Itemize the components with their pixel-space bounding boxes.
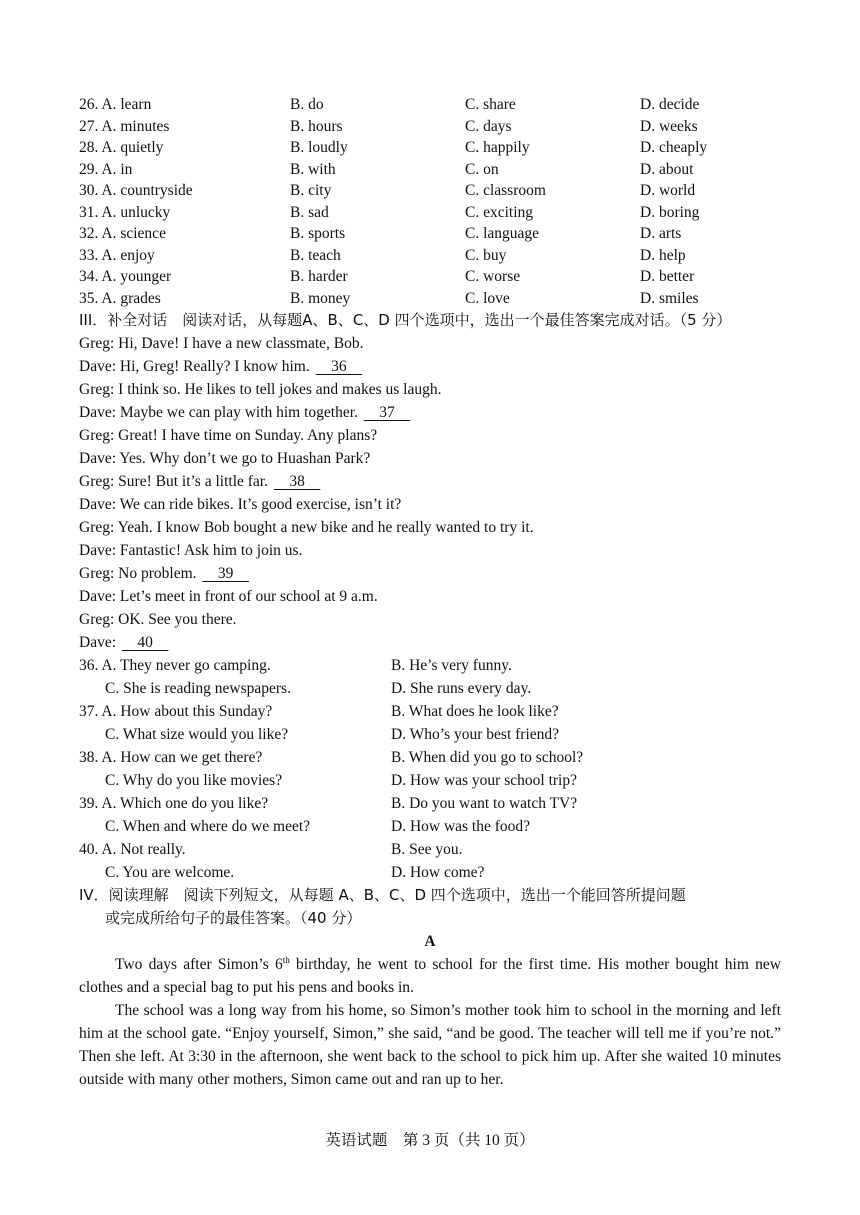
dialogue-line: Greg: Great! I have time on Sunday. Any plans? — [79, 427, 378, 444]
cloze-options — [79, 94, 781, 309]
dialogue-line: Greg: OK. See you there. — [79, 611, 237, 628]
dialogue-answer-options — [79, 654, 781, 884]
answer-blank: 37 — [379, 404, 395, 421]
dialogue-line: Greg: Sure! But it’s a little far. 38 — [79, 470, 781, 493]
option-row: 33. A. enjoy B. teach C. buy D. help — [79, 246, 686, 264]
answer-row: C. When and where do we meet? D. How was the food? — [105, 818, 531, 835]
page-footer: 英语试题 第 3 页（共 10 页） — [325, 1132, 535, 1149]
dialogue-line: Greg: No problem. 39 — [79, 562, 781, 585]
dialogue-line: Dave: Hi, Greg! Really? I know him. 36 — [79, 355, 781, 378]
dialogue-line: Greg: I think so. He likes to tell jokes and makes us laugh. — [79, 381, 442, 398]
dialogue-line: Dave: 40 — [79, 631, 781, 654]
dialogue-line: Dave: Let’s meet in front of our school at 9 a.m. — [79, 588, 378, 605]
answer-row: 39. A. Which one do you like? B. Do you want to watch TV? — [79, 795, 578, 812]
answer-row: 37. A. How about this Sunday? B. What does he look like? — [79, 703, 559, 720]
passage-label: A — [424, 933, 436, 950]
dialogue-line: Greg: Yeah. I know Bob bought a new bike and he really wanted to try it. — [79, 519, 534, 536]
option-row: 34. A. younger B. harder C. worse D. better — [79, 268, 695, 285]
option-row: 28. A. quietly B. loudly C. happily D. cheaply — [79, 139, 708, 156]
answer-row: 40. A. Not really. B. See you. — [79, 841, 463, 858]
answer-row: 38. A. How can we get there? B. When did you go to school? — [79, 749, 584, 766]
answer-row: C. She is reading newspapers. D. She runs every day. — [105, 680, 532, 697]
dialogue-line: Dave: Maybe we can play with him together. 37 — [79, 401, 781, 424]
answer-row: C. You are welcome. D. How come? — [105, 864, 485, 881]
answer-blank: 40 — [137, 634, 153, 651]
passage-paragraph-1: Two days after Simon’s 6th birthday, he went to school for the first time. His mother bought him new clothes and a special bag to put his pens and books in. — [79, 954, 781, 996]
dialogue-line: Dave: Fantastic! Ask him to join us. — [79, 542, 303, 559]
option-row: 29. A. in B. with C. on D. about — [79, 160, 694, 178]
option-row: 30. A. countryside B. city C. classroom D. world — [79, 182, 696, 199]
section-4-heading-cont: 或完成所给句子的最佳答案。（40 分） — [105, 909, 362, 927]
answer-row: C. Why do you like movies? D. How was your school trip? — [105, 772, 577, 789]
exam-page — [79, 94, 781, 1091]
answer-blank: 38 — [289, 473, 305, 490]
answer-blank: 39 — [217, 565, 234, 582]
option-row: 26. A. learn B. do C. share D. decide — [79, 96, 700, 113]
option-row: 27. A. minutes B. hours C. days D. weeks — [79, 117, 698, 135]
dialogue-line: Dave: Yes. Why don’t we go to Huashan Park? — [79, 450, 371, 467]
section-3-heading: III．补全对话 阅读对话，从每题A、B、C、D 四个选项中，选出一个最佳答案完成对话。（5 分） — [79, 311, 732, 329]
section-4-heading: IV．阅读理解 阅读下列短文，从每题 A、B、C、D 四个选项中，选出一个能回答所提问题 — [79, 886, 686, 904]
dialogue-line: Dave: We can ride bikes. It’s good exercise, isn’t it? — [79, 496, 402, 513]
answer-row: C. What size would you like? D. Who’s your best friend? — [105, 726, 560, 743]
passage-paragraph-2: The school was a long way from his home, so Simon’s mother took him to school in the morning and left him at the school gate. “Enjoy yourself, Simon,” she said, “and be good. The teacher will tell me if you’re not.” Then she left. At 3:30 in the afternoon, she went back to the school to pick him up. After she waited 10 minutes outside with many other mothers, Simon came out and ran up to her. — [79, 1002, 781, 1088]
option-row: 31. A. unlucky B. sad C. exciting D. boring — [79, 203, 700, 221]
answer-row: 36. A. They never go camping. B. He’s very funny. — [79, 657, 512, 674]
option-row: 32. A. science B. sports C. language D. arts — [79, 225, 682, 242]
option-row: 35. A. grades B. money C. love D. smiles — [79, 289, 699, 307]
answer-blank: 36 — [331, 358, 347, 375]
dialogue-line: Greg: Hi, Dave! I have a new classmate, Bob. — [79, 335, 364, 352]
dialogue — [79, 332, 781, 654]
